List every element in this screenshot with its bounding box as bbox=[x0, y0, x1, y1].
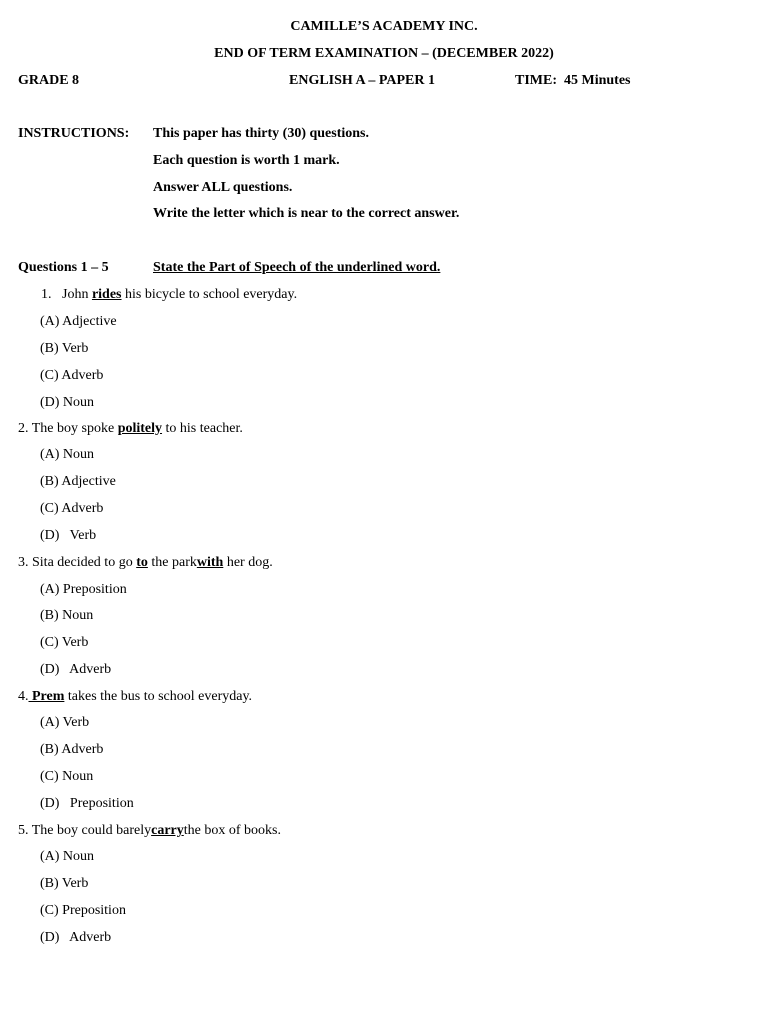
instruction-line: Write the letter which is near to the correct answer. bbox=[153, 206, 460, 221]
answer-option: (B) Noun bbox=[40, 608, 94, 623]
question-text: the box of books. bbox=[183, 823, 281, 838]
question-3 bbox=[18, 554, 273, 572]
time-label: TIME: 45 Minutes bbox=[515, 73, 631, 88]
underlined-word: with bbox=[196, 555, 224, 570]
answer-option: (A) Noun bbox=[40, 447, 95, 462]
school-name: CAMILLE’S ACADEMY INC. bbox=[290, 19, 478, 34]
question-4 bbox=[18, 688, 252, 706]
question-number: 1. bbox=[41, 287, 52, 302]
question-text: to his teacher. bbox=[162, 421, 243, 436]
answer-option: (A) Noun bbox=[40, 849, 95, 864]
underlined-word: rides bbox=[91, 287, 122, 302]
question-1 bbox=[41, 286, 297, 304]
answer-option: (D) Adverb bbox=[40, 662, 112, 677]
question-number: 5. bbox=[18, 823, 29, 838]
underlined-word: carry bbox=[151, 823, 184, 838]
question-text: the park bbox=[147, 555, 197, 570]
question-number: 2. bbox=[18, 421, 29, 436]
question-text: John bbox=[62, 287, 92, 302]
instruction-line: Answer ALL questions. bbox=[153, 180, 293, 195]
answer-option: (A) Adjective bbox=[40, 314, 117, 329]
subject-label: ENGLISH A – PAPER 1 bbox=[289, 73, 435, 88]
question-text: Sita decided to go bbox=[28, 555, 137, 570]
question-2 bbox=[18, 420, 243, 438]
instruction-line: This paper has thirty (30) questions. bbox=[153, 126, 370, 141]
question-text: The boy spoke bbox=[28, 421, 118, 436]
exam-title: END OF TERM EXAMINATION – (DECEMBER 2022) bbox=[214, 46, 554, 61]
instruction-line: Each question is worth 1 mark. bbox=[153, 153, 340, 168]
answer-option: (C) Verb bbox=[40, 635, 89, 650]
underlined-word: politely bbox=[117, 421, 163, 436]
question-number: 3. bbox=[18, 555, 29, 570]
question-text: takes the bus to school everyday. bbox=[64, 689, 253, 704]
question-text: The boy could barely bbox=[28, 823, 152, 838]
answer-option: (A) Verb bbox=[40, 715, 90, 730]
answer-option: (D) Adverb bbox=[40, 930, 112, 945]
question-text: her dog. bbox=[223, 555, 273, 570]
underlined-word: to bbox=[136, 555, 148, 570]
section-title: State the Part of Speech of the underlined word. bbox=[153, 260, 441, 275]
question-number: 4. bbox=[18, 689, 29, 704]
answer-option: (C) Noun bbox=[40, 769, 94, 784]
answer-option: (C) Adverb bbox=[40, 501, 104, 516]
answer-option: (D) Noun bbox=[40, 395, 95, 410]
underlined-word: Prem bbox=[32, 689, 65, 704]
answer-option: (D) Preposition bbox=[40, 796, 134, 811]
question-text: his bicycle to school everyday. bbox=[121, 287, 298, 302]
answer-option: (B) Verb bbox=[40, 876, 89, 891]
instructions-label: INSTRUCTIONS: bbox=[18, 126, 130, 141]
answer-option: (B) Adjective bbox=[40, 474, 116, 489]
section-label: Questions 1 – 5 bbox=[18, 260, 109, 275]
answer-option: (B) Verb bbox=[40, 341, 89, 356]
answer-option: (C) Adverb bbox=[40, 368, 104, 383]
grade-label: GRADE 8 bbox=[18, 73, 80, 88]
answer-option: (A) Preposition bbox=[40, 582, 127, 597]
answer-option: (C) Preposition bbox=[40, 903, 126, 918]
answer-option: (B) Adverb bbox=[40, 742, 104, 757]
answer-option: (D) Verb bbox=[40, 528, 97, 543]
question-5 bbox=[18, 822, 281, 840]
